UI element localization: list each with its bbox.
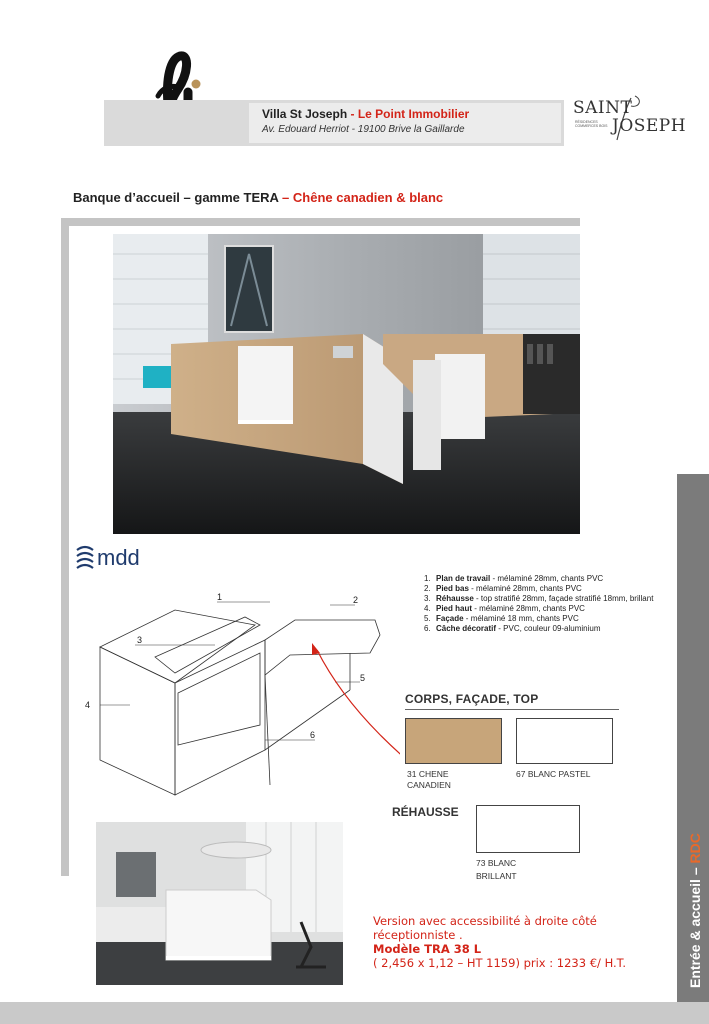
rehausse-title: RÉHAUSSE	[392, 805, 459, 819]
component-list	[424, 574, 664, 634]
saint-joseph-small: RÉSIDENCES COMMERCES BOIS	[575, 120, 608, 128]
list-item: 6. Câche décoratif - PVC, couleur 09-aluminium	[424, 624, 601, 633]
title-separator: –	[278, 190, 293, 205]
version-note: Version avec accessibilité à droite côté réceptionniste . Modèle TRA 38 L ( 2,456 x 1,12 – HT 1159) prix : 1233 €/ H.T.	[373, 914, 673, 970]
saint-joseph-line2: JOSEPH	[612, 116, 687, 136]
header-separator: -	[347, 107, 358, 121]
desk-diagram	[80, 565, 400, 815]
frame-top-line	[61, 218, 580, 226]
list-item: 4. Pied haut - mélaminé 28mm, chants PVC	[424, 604, 585, 613]
list-item: 5. Façade - mélaminé 18 mm, chants PVC	[424, 614, 579, 623]
corps-title: CORPS, FAÇADE, TOP	[405, 692, 539, 706]
list-item: 2. Pied bas - mélaminé 28mm, chants PVC	[424, 584, 582, 593]
side-label: Entrée & accueil – RDC	[687, 833, 703, 988]
white-gloss-swatch	[476, 805, 580, 853]
white-pastel-swatch	[516, 718, 613, 764]
diagram-label-3: 3	[137, 635, 143, 645]
villa-name: Villa St Joseph	[262, 107, 348, 121]
title-main: Banque d’accueil – gamme TERA	[73, 190, 279, 205]
oak-label: 31 CHENE CANADIEN	[407, 769, 451, 790]
header-title	[262, 107, 469, 121]
reception-desk-photo-2	[96, 822, 343, 985]
diagram-label-4: 4	[85, 700, 91, 710]
reception-desk-photo	[113, 234, 580, 534]
diagram-label-2: 2	[353, 595, 359, 605]
frame-left-line	[61, 218, 69, 876]
white-pastel-label: 67 BLANC PASTEL	[516, 769, 591, 779]
diagram-label-1: 1	[217, 592, 223, 602]
mdd-name: mdd	[97, 545, 140, 570]
model-name: Modèle TRA 38 L	[373, 942, 482, 956]
oak-swatch	[405, 718, 502, 764]
price: ( 2,456 x 1,12 – HT 1159) prix : 1233 €/ H.T.	[373, 956, 626, 970]
diagram-label-6: 6	[310, 730, 316, 740]
title-finish: Chêne canadien & blanc	[292, 190, 444, 205]
corps-underline	[405, 709, 619, 710]
list-item: 1. Plan de travail - mélaminé 28mm, chants PVC	[424, 574, 604, 583]
list-item: 3. Réhausse - top stratifié 28mm, façade stratifié 18mm, brillant	[424, 594, 654, 603]
agency-name: Le Point Immobilier	[357, 107, 470, 121]
diagram-label-5: 5	[360, 673, 366, 683]
saint-joseph-line1: SAINT	[573, 98, 633, 118]
bottom-band	[0, 1002, 709, 1024]
white-gloss-label: 73 BLANC BRILLANT	[476, 858, 517, 881]
header-address: Av. Edouard Herriot - 19100 Brive la Gaillarde	[262, 124, 465, 135]
page-title	[73, 190, 443, 205]
